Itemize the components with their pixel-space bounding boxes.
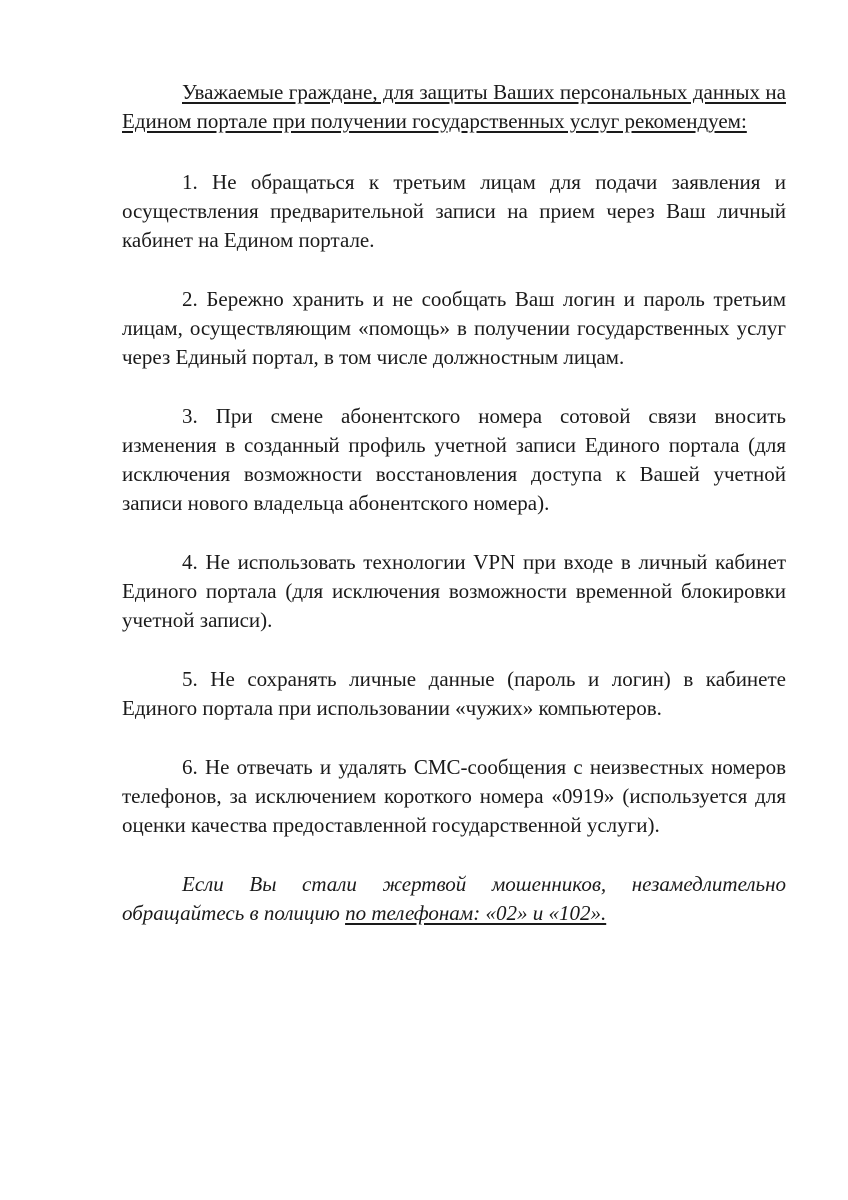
recommendation-item-2: 2. Бережно хранить и не сообщать Ваш логин и пароль третьим лицам, осуществляющим «помощь» в получении государственных услуг через Единый портал, в том числе должностным лицам. [122, 287, 786, 369]
intro-paragraph: Уважаемые граждане, для защиты Ваших персональных данных на Едином портале при получении государственных услуг рекомендуем: [122, 80, 786, 133]
recommendation-item-1: 1. Не обращаться к третьим лицам для подачи заявления и осуществления предварительной записи на прием через Ваш личный кабинет на Едином портале. [122, 170, 786, 252]
recommendation-item-3: 3. При смене абонентского номера сотовой связи вносить изменения в созданный профиль учетной записи Единого портала (для исключения возможности восстановления доступа к Вашей учетной записи нового владельца абонентского номера). [122, 404, 786, 515]
closing-text: Если Вы стали жертвой мошенников, незамедлительно обращайтесь в полицию [122, 872, 786, 925]
recommendation-item-5: 5. Не сохранять личные данные (пароль и логин) в кабинете Единого портала при использовании «чужих» компьютеров. [122, 667, 786, 720]
police-phones: по телефонам: «02» и «102». [345, 901, 607, 925]
recommendation-item-6: 6. Не отвечать и удалять СМС-сообщения с неизвестных номеров телефонов, за исключением короткого номера «0919» (используется для оценки качества предоставленной государственной услуги). [122, 755, 786, 837]
closing-paragraph [122, 870, 786, 928]
document-page [122, 78, 786, 956]
recommendation-item-4: 4. Не использовать технологии VPN при входе в личный кабинет Единого портала (для исключения возможности временной блокировки учетной записи). [122, 550, 786, 632]
